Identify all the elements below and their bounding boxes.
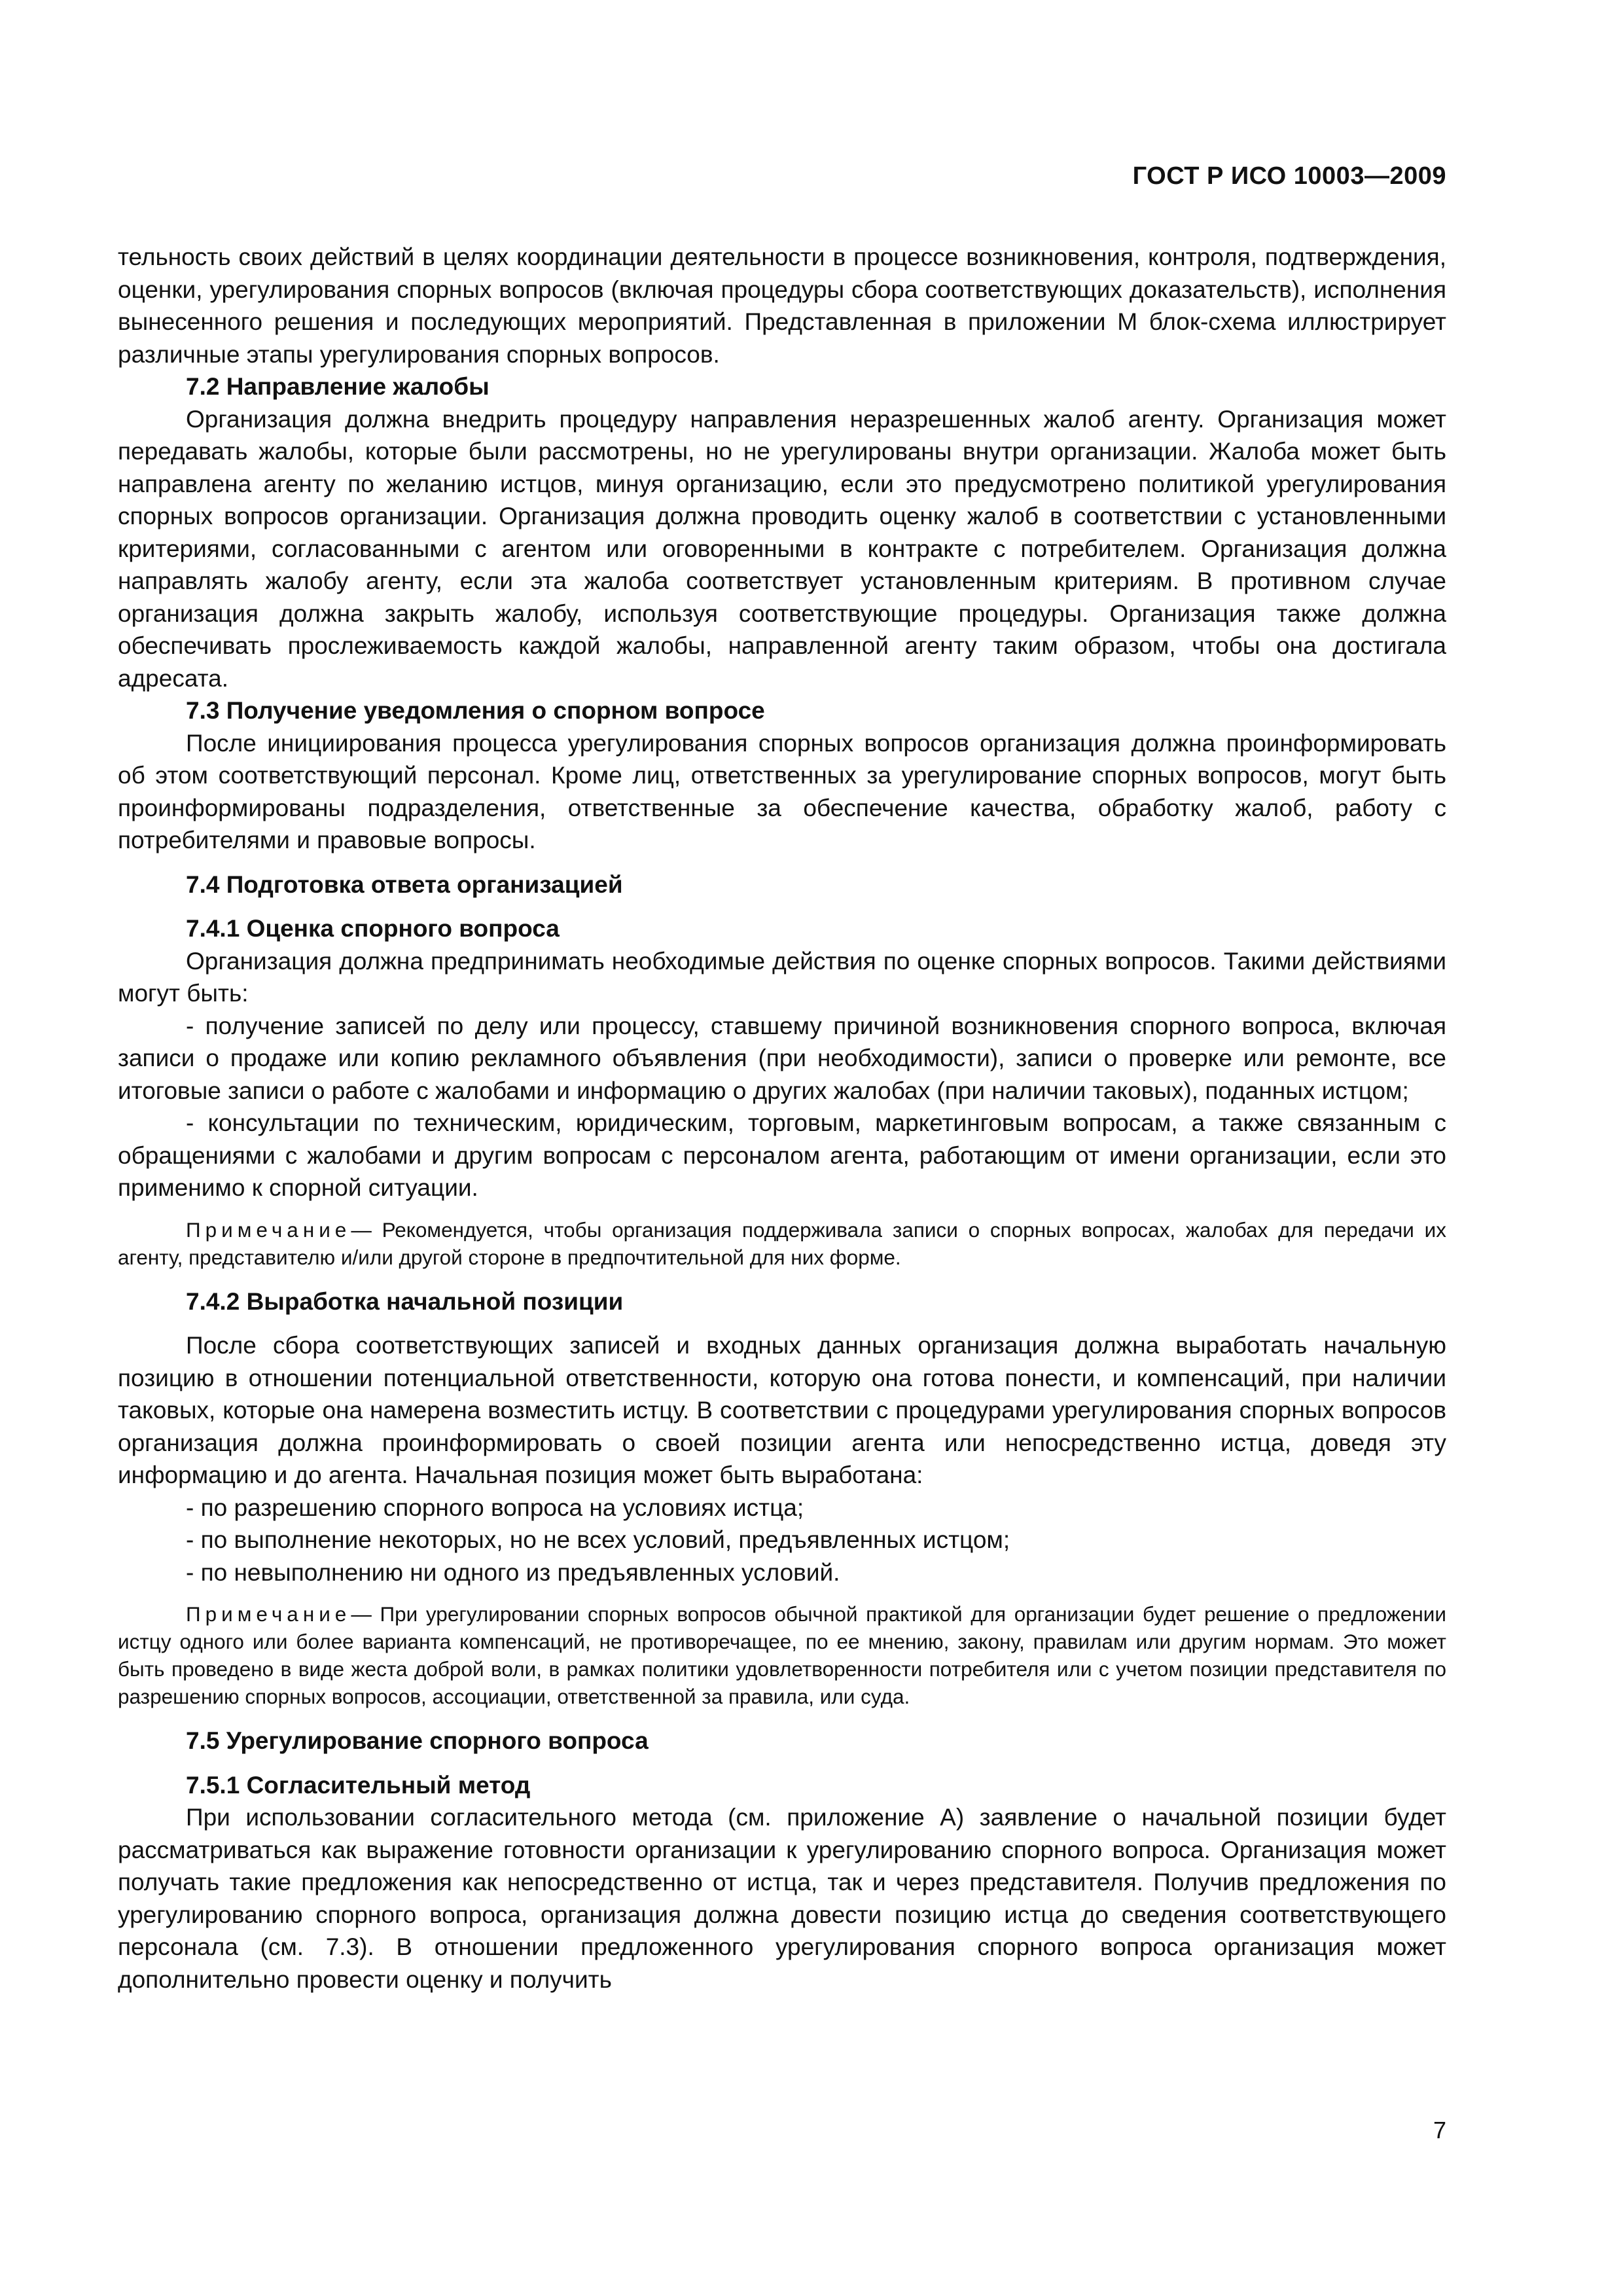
document-page xyxy=(118,0,1446,2296)
page-number: 7 xyxy=(1433,2117,1446,2144)
paragraph-7-4-1: Организация должна предпринимать необходимые действия по оценке спорных вопросов. Такими действиями могут быть: xyxy=(118,947,1446,1007)
list-item-7-4-1-a: - получение записей по делу или процессу, ставшему причиной возникновения спорного вопроса, включая записи о продаже или копию рекламного объявления (при необходимости), записи о проверке или ремонте, все итоговые записи о работе с жалобами и информацию о других жалобах (при наличии таковых), поданных истцом; xyxy=(118,1012,1446,1104)
note-text: — Рекомендуется, чтобы организация поддерживала записи о спорных вопросах, жалобах для передачи их агенту, представителю и/или другой стороне в предпочтительной для них форме. xyxy=(118,1217,1446,1269)
paragraph-continuation: тельность своих действий в целях координации деятельности в процессе возникновения, контроля, подтверждения, оценки, урегулирования спорных вопросов (включая процедуры сбора соответствующих доказательств), исполнения вынесенного решения и последующих мероприятий. Представленная в приложении М блок-схема иллюстрирует различные этапы урегулирования спорных вопросов. xyxy=(118,243,1446,368)
section-heading-7-4-2: 7.4.2 Выработка начальной позиции xyxy=(186,1287,624,1315)
section-heading-7-5-1: 7.5.1 Согласительный метод xyxy=(186,1771,531,1799)
note-7-4-1 xyxy=(118,1216,1446,1271)
list-item-7-4-1-b: - консультации по техническим, юридическим, торговым, маркетинговым вопросам, а также связанным с обращениями с жалобами и другим вопросам с персоналом агента, работающим от имени организации, если это применимо к спорной ситуации. xyxy=(118,1109,1446,1201)
note-7-4-2 xyxy=(118,1600,1446,1710)
section-heading-7-5: 7.5 Урегулирование спорного вопроса xyxy=(186,1727,649,1754)
list-item-7-4-2-c: - по невыполнению ни одного из предъявленных условий. xyxy=(186,1558,840,1586)
note-label: Примечание xyxy=(186,1217,351,1242)
list-item-7-4-2-a: - по разрешению спорного вопроса на условиях истца; xyxy=(186,1494,804,1521)
section-heading-7-2: 7.2 Направление жалобы xyxy=(186,373,490,400)
list-item-7-4-2-b: - по выполнение некоторых, но не всех условий, предъявленных истцом; xyxy=(186,1526,1010,1553)
section-heading-7-4: 7.4 Подготовка ответа организацией xyxy=(186,870,623,898)
section-heading-7-4-1: 7.4.1 Оценка спорного вопроса xyxy=(186,915,560,942)
paragraph-7-5-1: При использовании согласительного метода (см. приложение А) заявление о начальной позиции будет рассматриваться как выражение готовности организации к урегулированию спорного вопроса. Организация может получать такие предложения как непосредственно от истца, так и через представителя. Получив предложения по урегулированию спорного вопроса, организация должна довести позицию истца до сведения соответствующего персонала (см. 7.3). В отношении предложенного урегулирования спорного вопроса организация может дополнительно провести оценку и получить xyxy=(118,1804,1446,1993)
note-text: — При урегулировании спорных вопросов обычной практикой для организации будет решение о предложении истцу одного или более варианта компенсаций, не противоречащее, по ее мнению, закону, правилам или другим нормам. Это может быть проведено в виде жеста доброй воли, в рамках политики удовлетворенности потребителя или с учетом позиции представителя по разрешению спорных вопросов, ассоциации, ответственной за правила, или суда. xyxy=(118,1602,1446,1708)
note-label: Примечание xyxy=(186,1602,351,1626)
paragraph-7-3: После инициирования процесса урегулирования спорных вопросов организация должна проинформировать об этом соответствующий персонал. Кроме лиц, ответственных за урегулирование спорных вопросов, могут быть проинформированы подразделения, ответственные за обеспечение качества, обработку жалоб, работу с потребителями и правовые вопросы. xyxy=(118,729,1446,853)
section-heading-7-3: 7.3 Получение уведомления о спорном вопросе xyxy=(186,697,765,724)
document-body xyxy=(118,241,1446,1996)
paragraph-7-2: Организация должна внедрить процедуру направления неразрешенных жалоб агенту. Организация может передавать жалобы, которые были рассмотрены, но не урегулированы внутри организации. Жалоба может быть направлена агенту по желанию истцов, минуя организацию, если это предусмотрено политикой урегулирования спорных вопросов организации. Организация должна проводить оценку жалоб в соответствии с установленными критериями, согласованными с агентом или оговоренными в контракте с потребителем. Организация должна направлять жалобу агенту, если эта жалоба соответствует установленным критериям. В противном случае организация должна закрыть жалобу, используя соответствующие процедуры. Организация также должна обеспечивать прослеживаемость каждой жалобы, направленной агенту таким образом, чтобы она достигала адресата. xyxy=(118,405,1446,692)
paragraph-7-4-2: После сбора соответствующих записей и входных данных организация должна выработать начальную позицию в отношении потенциальной ответственности, которую она готова понести, и компенсаций, при наличии таковых, которые она намерена возместить истцу. В соответствии с процедурами урегулирования спорных вопросов организация должна проинформировать о своей позиции агента или непосредственно истца, доведя эту информацию и до агента. Начальная позиция может быть выработана: xyxy=(118,1332,1446,1488)
document-header-id: ГОСТ Р ИСО 10003—2009 xyxy=(1132,162,1446,190)
